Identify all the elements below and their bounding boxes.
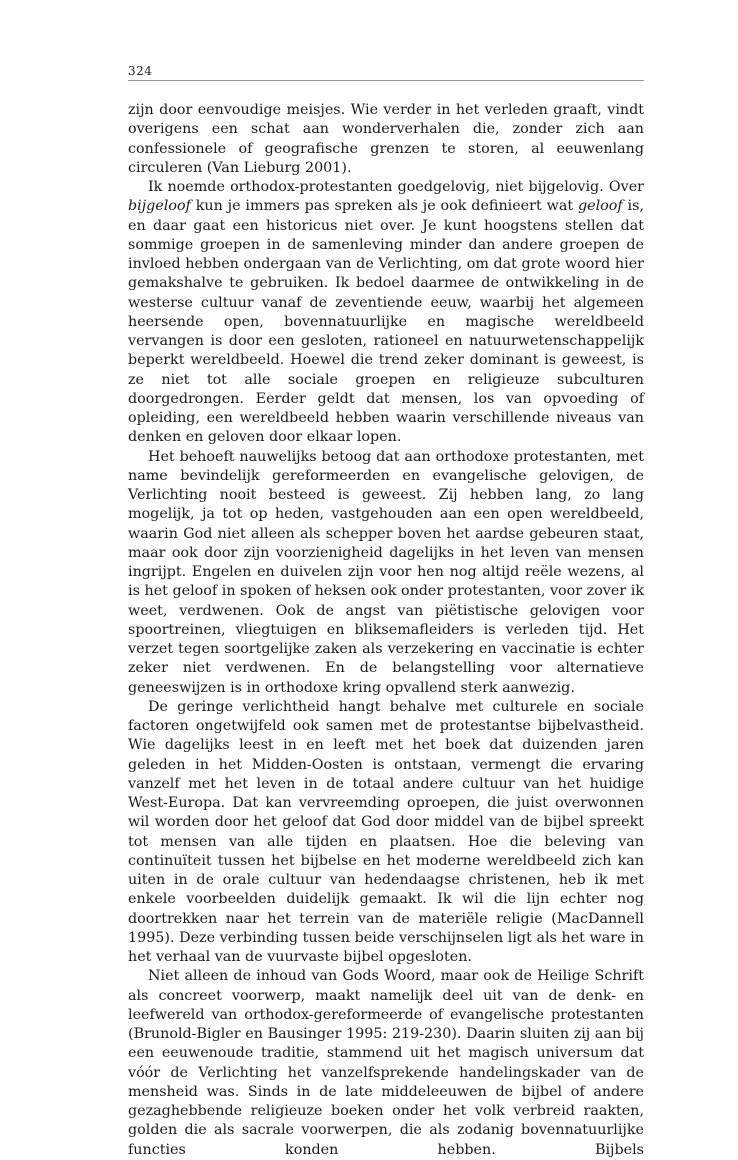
- paragraph-2-text-a: Ik noemde orthodox-protestanten goedgelovig, niet bijgelovig. Over: [148, 179, 644, 195]
- paragraph-4: De geringe verlichtheid hangt behalve met culturele en sociale factoren ongetwijfeld ook samen met de protestantse bijbelvastheid. Wie dagelijks leest in en leeft met het boek dat duizenden jaren geleden in het Midden-Oosten is ontstaan, vermengt die ervaring vanzelf met het leven in de totaal andere cultuur van het huidige West-Europa. Dat kan vervreemding oproepen, die juist overwonnen wil worden door het geloof dat God door middel van de bijbel spreekt tot mensen van alle tijden en plaatsen. Hoe die beleving van continuïteit tussen het bijbelse en het moderne wereldbeeld zich kan uiten in de orale cultuur van hedendaagse christenen, heb ik met enkele voorbeelden duidelijk gemaakt. Ik wil die lijn echter nog doortrekken naar het terrein van de materiële religie (MacDannell 1995). Deze verbinding tussen beide verschijnselen ligt als het ware in het verhaal van de vuurvaste bijbel opgesloten.: [128, 698, 644, 965]
- header-rule: [128, 80, 644, 81]
- paragraph-2-text-b: kun je immers pas spreken als je ook definieert wat: [190, 198, 578, 215]
- paragraph-2: [128, 178, 644, 448]
- paragraph-1: zijn door eenvoudige meisjes. Wie verder in het verleden graaft, vindt overigens een schat aan wonderverhalen die, zonder zich aan confessionele of geografische grenzen te storen, al eeuwenlang circuleren (Van Lieburg 2001).: [128, 102, 644, 176]
- body-text: [128, 101, 644, 1160]
- page-number: 324: [128, 64, 153, 78]
- paragraph-2-text-c: is, en daar gaat een historicus niet over. Je kunt hoogstens stellen dat sommige groepen in de samenleving minder dan andere groepen de invloed hebben ondergaan van de Verlichting, om dat grote woord hier gemakshalve te gebruiken. Ik bedoel daarmee de ontwikkeling in de westerse cultuur vanaf de zeventiende eeuw, waarbij het algemeen heersende open, bovennatuurlijke en magische wereldbeeld vervangen is door een gesloten, rationeel en natuurwetenschappelijk beperkt wereldbeeld. Hoewel die trend zeker dominant is geweest, is ze niet tot alle sociale groepen en religieuze subculturen doorgedrongen. Eerder geldt dat mensen, los van opvoeding of opleiding, een wereldbeeld hebben waarin verschillende niveaus van denken en geloven door elkaar lopen.: [128, 198, 644, 446]
- paragraph-3: Het behoeft nauwelijks betoog dat aan orthodoxe protestanten, met name bevindelijk gereformeerden en evangelische gelovigen, de Verlichting nooit besteed is geweest. Zij hebben lang, zo lang mogelijk, ja tot op heden, vastgehouden aan een open wereldbeeld, waarin God niet alleen als schepper boven het aardse gebeuren staat, maar ook door zijn voorzienigheid dagelijks in het leven van mensen ingrijpt. Engelen en duivelen zijn voor hen nog altijd reële wezens, al is het geloof in spoken of heksen ook onder protestanten, voor zover ik weet, verdwenen. Ook de angst van piëtistische gelovigen voor spoortreinen, vliegtuigen en bliksemafleiders is verleden tijd. Het verzet tegen soortgelijke zaken als verzekering en vaccinatie is echter zeker niet verdwenen. En de belangstelling voor alternatieve geneeswijzen is in orthodoxe kring opvallend sterk aanwezig.: [128, 448, 644, 696]
- paragraph-2-emphasis-geloof: geloof: [577, 198, 623, 215]
- paragraph-5: Niet alleen de inhoud van Gods Woord, maar ook de Heilige Schrift als concreet voorwerp, maakt namelijk deel uit van de denk- en leefwereld van orthodox-gereformeerde of evangelische protestanten (Brunold-Bigler en Bausinger 1995: 219-230). Daarin sluiten zij aan bij een eeuwenoude traditie, stammend uit het magisch universum dat vóór de Verlichting het vanzelfsprekende handelingskader van de mensheid was. Sinds in de late middeleeuwen de bijbel of andere gezaghebbende religieuze boeken onder het volk verbreid raakten, golden die als sacrale voorwerpen, die als zodanig bovennatuurlijke functies konden hebben. Bijbels: [128, 968, 644, 1158]
- paragraph-2-emphasis-bijgeloof: bijgeloof: [128, 198, 191, 215]
